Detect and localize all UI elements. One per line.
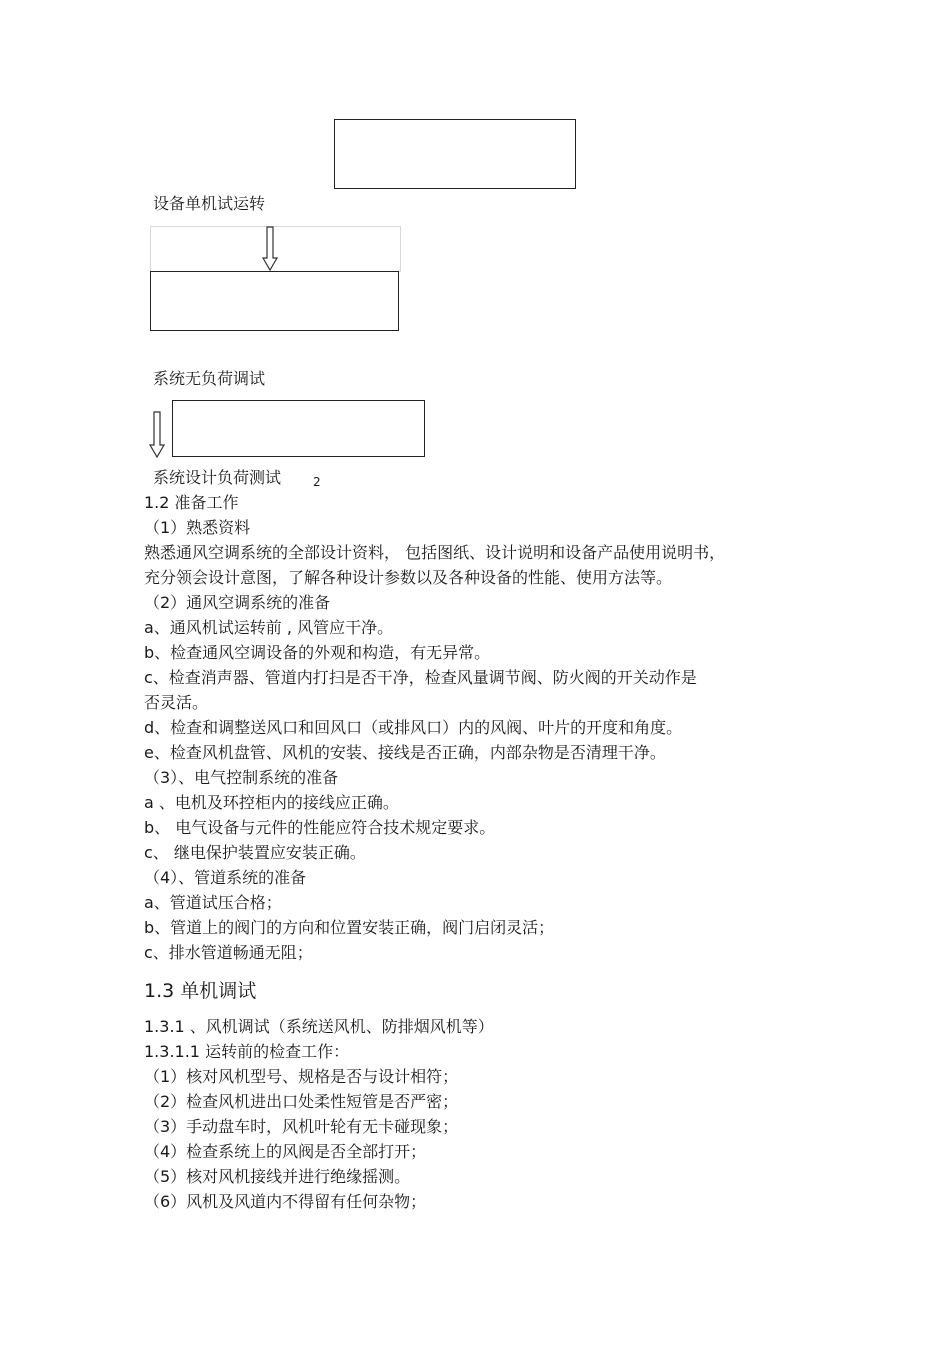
list-item: b、管道上的阀门的方向和位置安装正确，阀门启闭灵活； <box>144 918 555 937</box>
list-item: a、通风机试运转前 , 风管应干净。 <box>144 618 394 637</box>
list-item-continuation: 否灵活。 <box>144 693 209 712</box>
list-item: d、检查和调整送风口和回风口（或排风口）内的风阀、叶片的开度和角度。 <box>144 718 683 737</box>
flow-step-1: 设备单机试运转 <box>153 194 266 213</box>
subsection-heading: （2）通风空调系统的准备 <box>144 593 331 612</box>
flow-step-3: 系统设计负荷测试 <box>153 468 282 487</box>
flow-box-middle <box>150 271 399 331</box>
list-item: a、管道试压合格； <box>144 893 282 912</box>
flow-step-2: 系统无负荷调试 <box>153 369 266 388</box>
paragraph-line: 熟悉通风空调系统的全部设计资料， 包括图纸、设计说明和设备产品使用说明书， <box>144 543 726 562</box>
list-item: a 、电机及环控柜内的接线应正确。 <box>144 793 399 812</box>
list-item: （6）风机及风道内不得留有任何杂物； <box>144 1192 427 1211</box>
list-item: （2）检查风机进出口处柔性短管是否严密； <box>144 1092 459 1111</box>
flow-box-bottom <box>172 400 425 457</box>
section-heading: 1.3 单机调试 <box>144 980 257 1002</box>
list-item: c、 继电保护装置应安装正确。 <box>144 843 366 862</box>
flow-box-top <box>334 119 576 189</box>
list-item: e、检查风机盘管、风机的安装、接线是否正确，内部杂物是否清理干净。 <box>144 743 666 762</box>
down-arrow-icon <box>149 412 165 458</box>
subsection-heading: （1）熟悉资料 <box>144 518 251 537</box>
subsection-heading: （4）、管道系统的准备 <box>144 868 307 887</box>
list-item: c、排水管道畅通无阻； <box>144 943 313 962</box>
page-number: 2 <box>313 475 321 489</box>
list-item: （3）手动盘车时，风机叶轮有无卡碰现象； <box>144 1117 459 1136</box>
subsection-heading: 1.3.1 、风机调试（系统送风机、防排烟风机等） <box>144 1017 494 1036</box>
list-item: （4）检查系统上的风阀是否全部打开； <box>144 1142 427 1161</box>
list-item: （1）核对风机型号、规格是否与设计相符； <box>144 1067 459 1086</box>
subsection-heading: （3）、电气控制系统的准备 <box>144 768 339 787</box>
subsection-heading: 1.3.1.1 运转前的检查工作： <box>144 1042 350 1061</box>
down-arrow-icon <box>262 227 278 271</box>
list-item: （5）核对风机接线并进行绝缘摇测。 <box>144 1167 411 1186</box>
list-item: c、检查消声器、管道内打扫是否干净，检查风量调节阀、防火阀的开关动作是 <box>144 668 697 687</box>
section-heading: 1.2 准备工作 <box>144 493 239 512</box>
list-item: b、检查通风空调设备的外观和构造，有无异常。 <box>144 643 491 662</box>
paragraph-line: 充分领会设计意图，了解各种设计参数以及各种设备的性能、使用方法等。 <box>144 568 673 587</box>
list-item: b、 电气设备与元件的性能应符合技术规定要求。 <box>144 818 496 837</box>
